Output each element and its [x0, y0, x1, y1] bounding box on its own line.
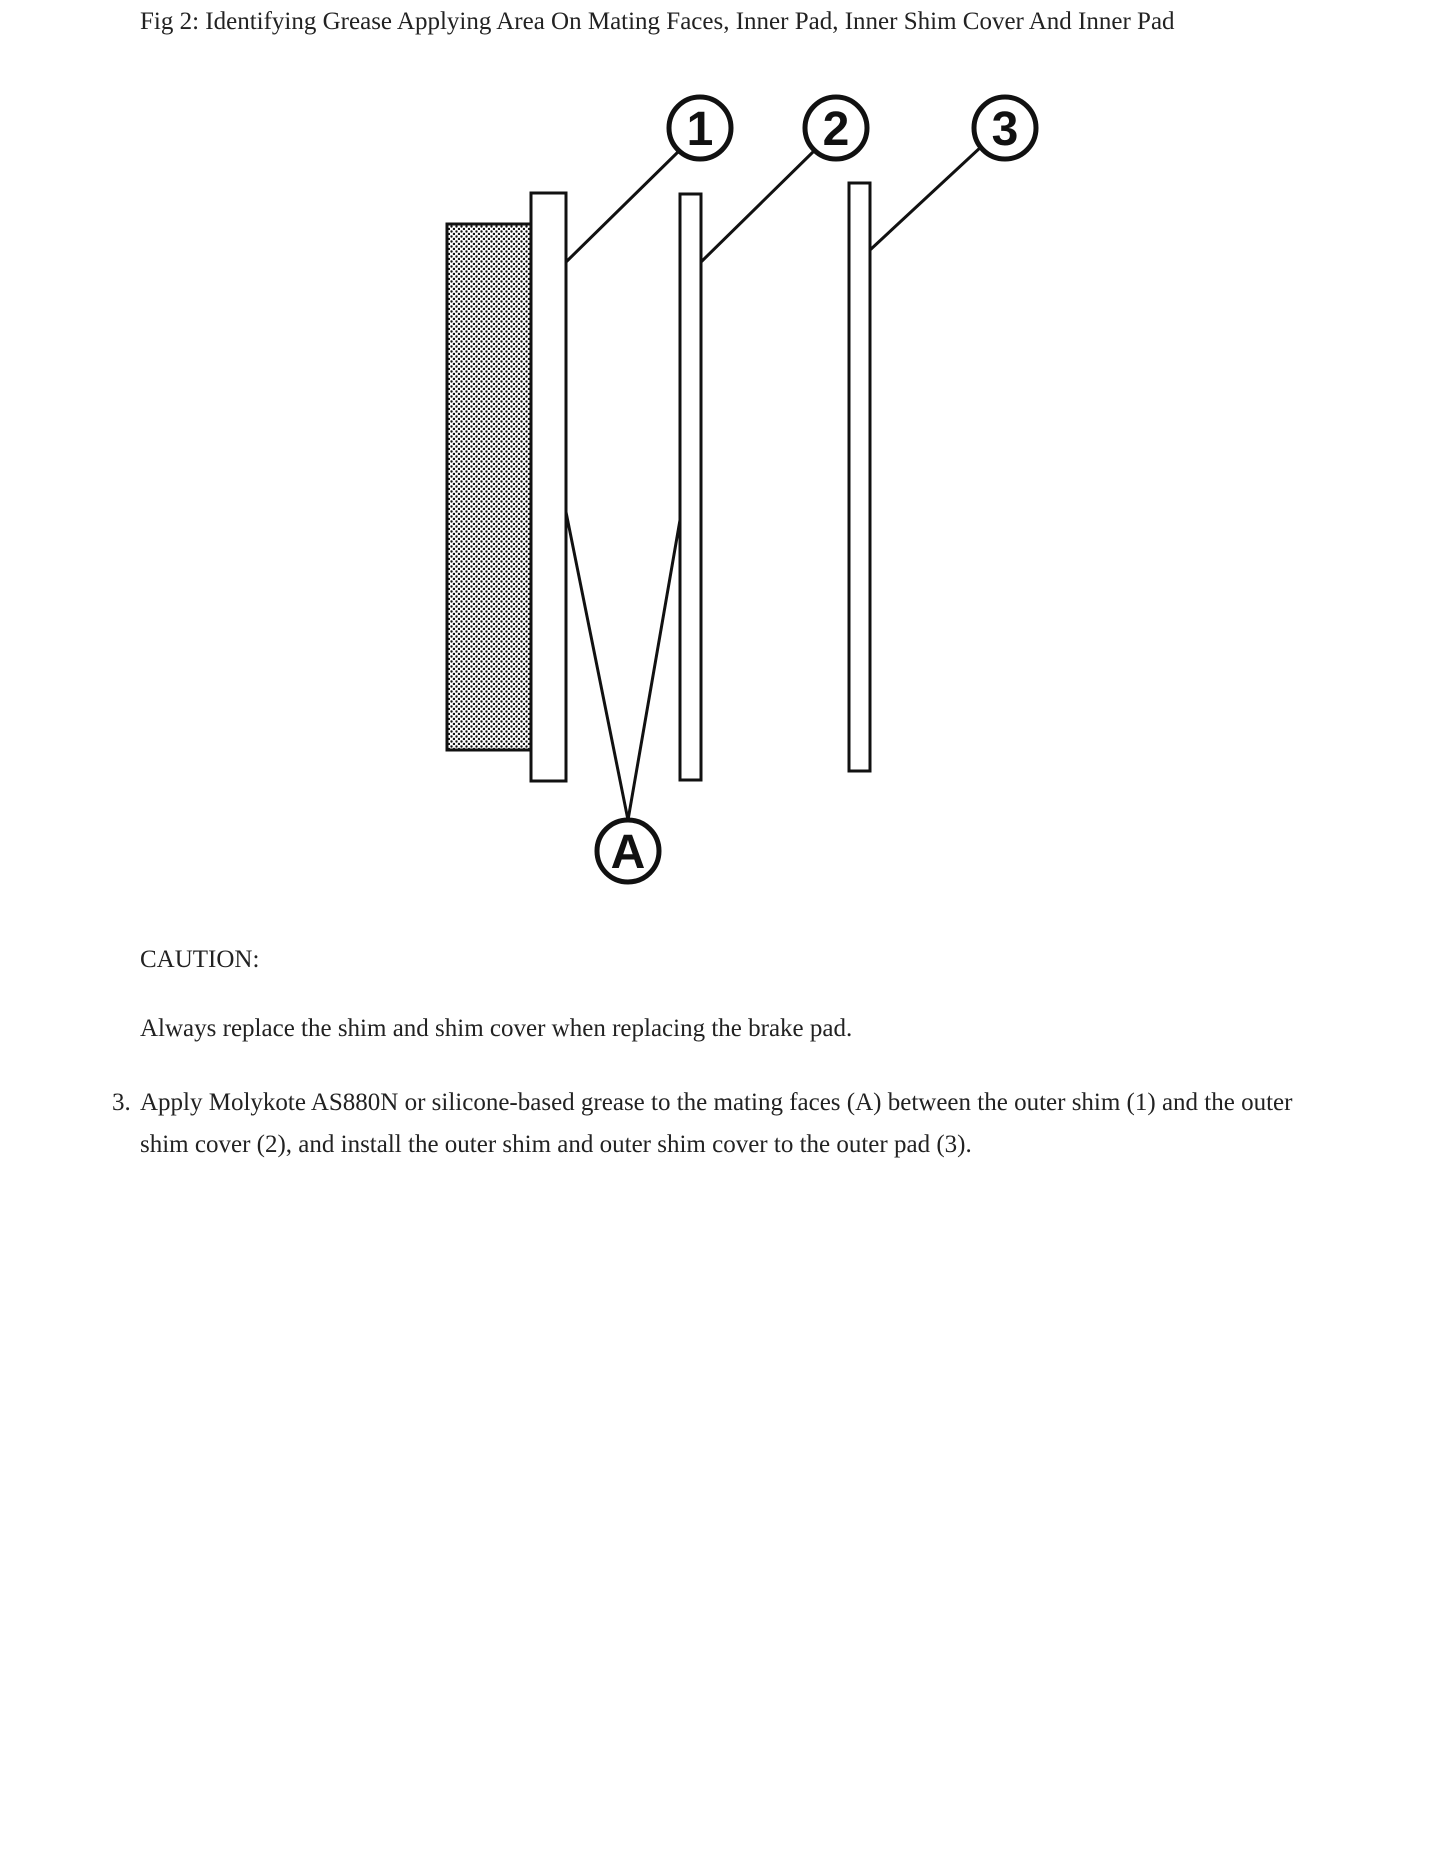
figure-caption: Fig 2: Identifying Grease Applying Area On Mating Faces, Inner Pad, Inner Shim Cover And Inner Pad	[140, 8, 1175, 35]
outer-shim	[531, 193, 566, 781]
outer-shim-cover	[680, 194, 701, 780]
callout-1-label: 1	[686, 103, 714, 156]
callout-3-label: 3	[991, 103, 1019, 156]
leader-line-1	[566, 150, 680, 262]
callout-a	[597, 820, 659, 882]
callout-2-label: 2	[822, 103, 850, 156]
callout-2	[805, 97, 867, 159]
callout-a-label: A	[610, 826, 646, 879]
caution-text: Always replace the shim and shim cover when replacing the brake pad.	[140, 1015, 853, 1042]
grease-area-diagram	[0, 0, 1445, 920]
leader-line-2	[701, 150, 815, 262]
outer-pad	[849, 183, 870, 771]
caution-label: CAUTION:	[140, 946, 260, 973]
step-text: Apply Molykote AS880N or silicone-based grease to the mating faces (A) between the outer shim (1) and the outer shim cover (2), and install the outer shim and outer shim cover to the outer pad (3).	[140, 1089, 1293, 1158]
leader-line-a-right	[628, 520, 680, 820]
callout-3	[974, 97, 1036, 159]
leader-line-3	[870, 146, 982, 250]
step-item	[112, 1082, 1340, 1166]
pad-lining	[447, 224, 531, 750]
callout-1	[669, 97, 731, 159]
step-number: 3.	[112, 1089, 131, 1116]
leader-line-a-left	[566, 512, 628, 820]
